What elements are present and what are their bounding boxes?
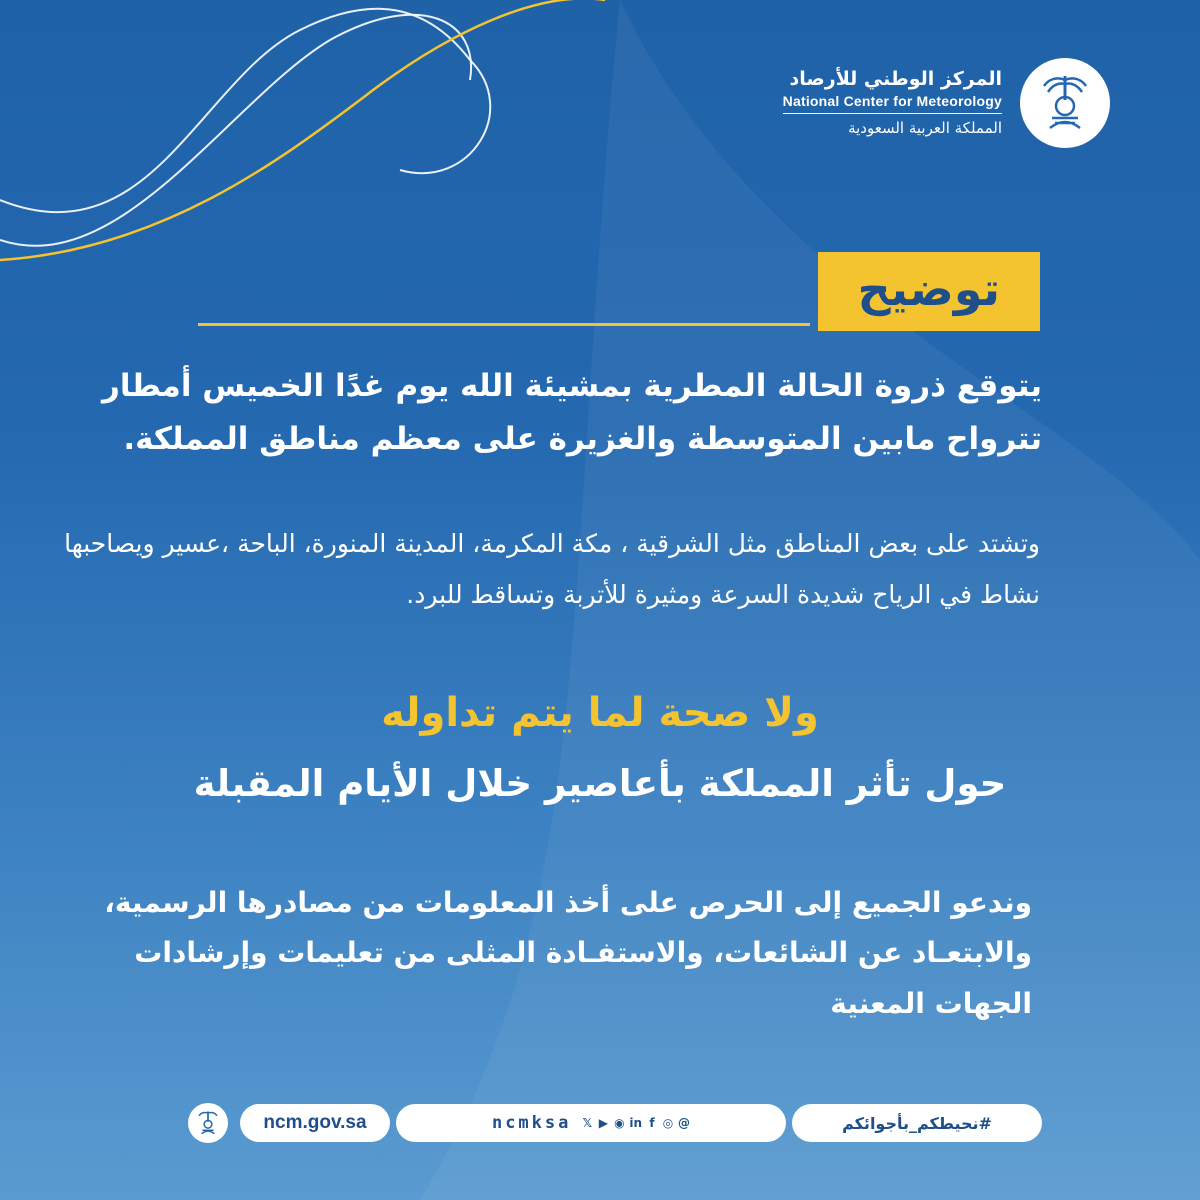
org-name-english: National Center for Meteorology xyxy=(783,92,1002,114)
facebook-icon[interactable]: f xyxy=(649,1116,655,1130)
website-link[interactable]: ncm.gov.sa xyxy=(240,1104,390,1142)
footer-bar xyxy=(188,1103,1042,1143)
title-container xyxy=(818,252,1041,331)
forecast-paragraph: يتوقع ذروة الحالة المطرية بمشيئة الله يوم غدًا الخميس أمطار تترواح مابين المتوسطة والغزيرة على معظم مناطق المملكة. xyxy=(102,368,1042,457)
rumor-denial-headline: ولا صحة لما يتم تداوله xyxy=(381,690,819,736)
hashtag-pill[interactable]: #نحيطكم_بأجوائكم xyxy=(792,1104,1042,1142)
regions-paragraph: وتشتد على بعض المناطق مثل الشرقية ، مكة المكرمة، المدينة المنورة، الباحة ،عسير ويصاحبها نشاط في الرياح شديدة السرعة ومثيرة للأتربة وتساقط للبرد. xyxy=(64,529,1040,610)
social-icons xyxy=(581,1116,690,1130)
youtube-icon[interactable]: ▶ xyxy=(598,1116,608,1130)
snapchat-icon[interactable]: ◉ xyxy=(614,1116,625,1130)
org-name-arabic: المركز الوطني للأرصاد xyxy=(789,67,1002,90)
title-underline xyxy=(198,323,810,326)
ncm-emblem-icon xyxy=(1020,58,1110,148)
ncm-logo xyxy=(783,58,1110,148)
social-media-pill[interactable] xyxy=(396,1104,786,1142)
page-title: توضيح xyxy=(818,252,1041,331)
threads-icon[interactable]: @ xyxy=(678,1116,691,1130)
advisory-paragraph: وندعو الجميع إلى الحرص على أخذ المعلومات من مصادرها الرسمية، والابتعـاد عن الشائعات، والاستفـادة المثلى من تعليمات وإرشادات الجهات المعنية xyxy=(104,886,1032,1020)
rumor-denial-subheadline: حول تأثر المملكة بأعاصير خلال الأيام المقبلة xyxy=(193,762,1007,805)
country-name: المملكة العربية السعودية xyxy=(848,118,1002,137)
social-handle: ncmksa xyxy=(491,1113,572,1133)
footer-emblem-icon xyxy=(188,1103,228,1143)
instagram-icon[interactable]: ◎ xyxy=(662,1116,674,1130)
x-icon[interactable]: 𝕏 xyxy=(582,1116,593,1130)
linkedin-icon[interactable]: in xyxy=(629,1116,643,1130)
logo-text xyxy=(783,67,1002,139)
